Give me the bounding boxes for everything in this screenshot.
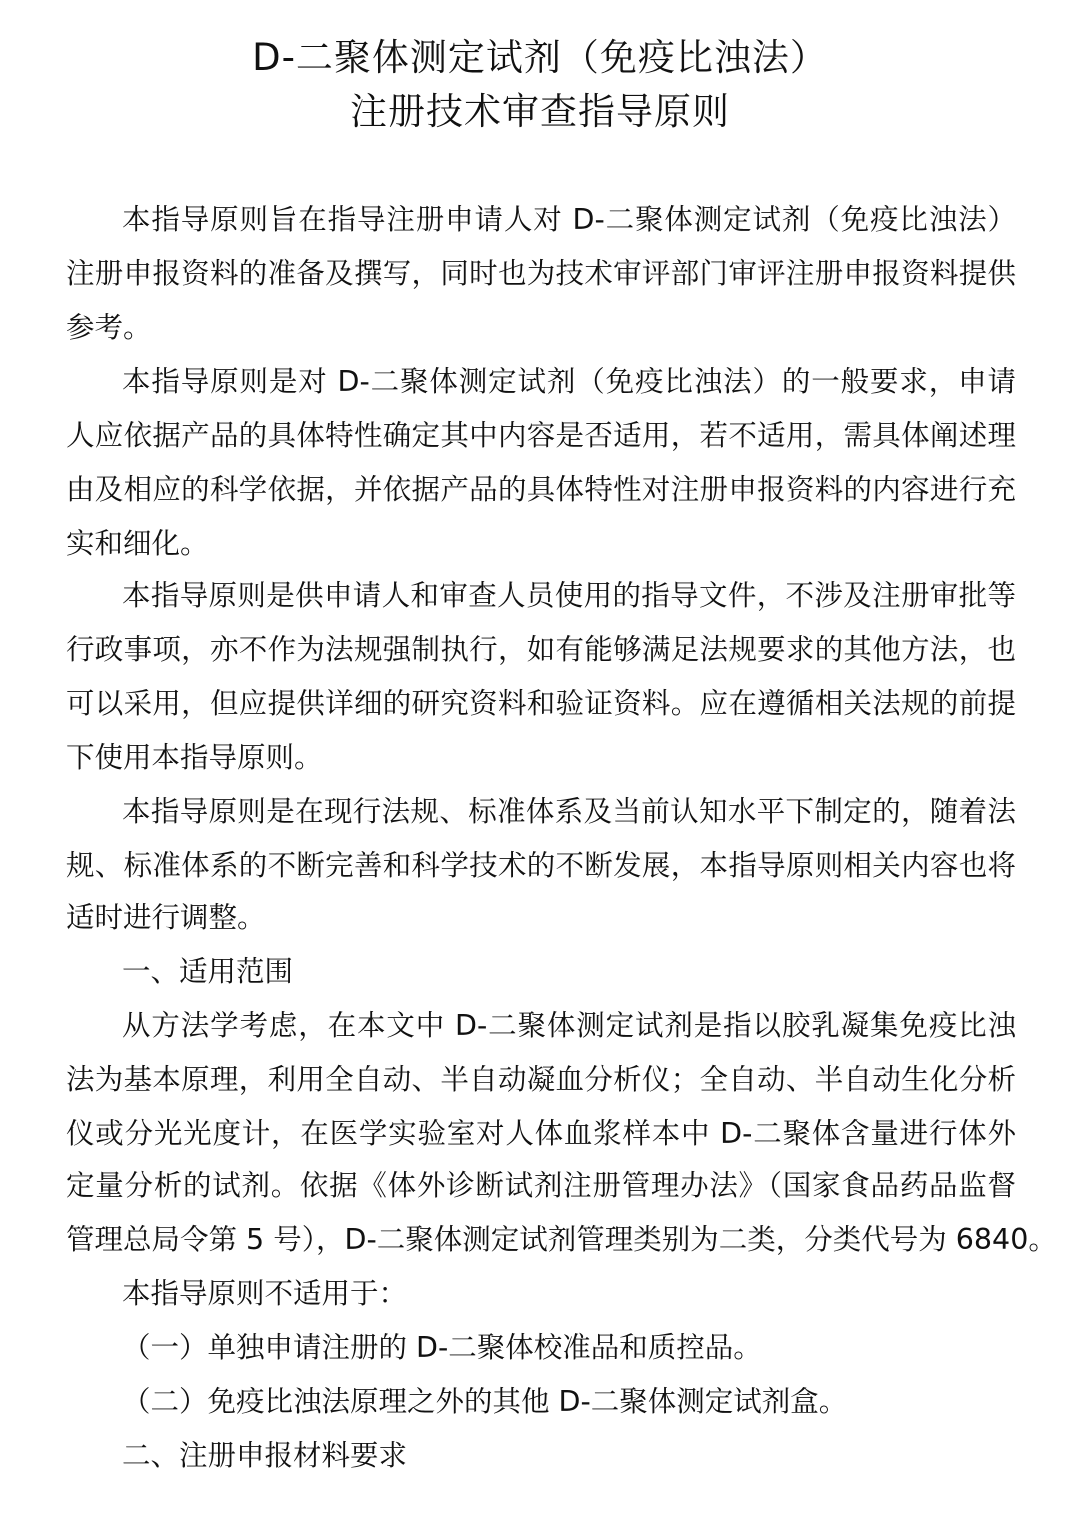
exclusion-intro: 本指导原则不适用于： xyxy=(122,1277,408,1310)
paragraph-4-line-1: 本指导原则是在现行法规、标准体系及当前认知水平下制定的，随着法 xyxy=(122,795,1016,828)
paragraph-5-line-3: 仪或分光光度计，在医学实验室对人体血浆样本中 D-二聚体含量进行体外 xyxy=(66,1117,1016,1150)
paragraph-4-line-2: 规、标准体系的不断完善和科学技术的不断发展，本指导原则相关内容也将 xyxy=(66,849,1016,882)
paragraph-3-line-3: 可以采用，但应提供详细的研究资料和验证资料。应在遵循相关法规的前提 xyxy=(66,687,1016,720)
paragraph-2-line-3: 由及相应的科学依据，并依据产品的具体特性对注册申报资料的内容进行充 xyxy=(66,473,1016,506)
paragraph-1-line-2: 注册申报资料的准备及撰写，同时也为技术审评部门审评注册申报资料提供 xyxy=(66,257,1016,290)
section-heading-scope: 一、适用范围 xyxy=(122,955,294,988)
paragraph-5-line-1: 从方法学考虑，在本文中 D-二聚体测定试剂是指以胶乳凝集免疫比浊 xyxy=(122,1009,1016,1042)
paragraph-3-line-4: 下使用本指导原则。 xyxy=(66,741,323,774)
paragraph-1-line-3: 参考。 xyxy=(66,311,152,344)
paragraph-3-line-2: 行政事项，亦不作为法规强制执行，如有能够满足法规要求的其他方法，也 xyxy=(66,633,1016,666)
paragraph-5-line-4: 定量分析的试剂。依据《体外诊断试剂注册管理办法》（国家食品药品监督 xyxy=(66,1169,1016,1202)
exclusion-item-1: （一）单独申请注册的 D-二聚体校准品和质控品。 xyxy=(122,1331,762,1364)
paragraph-5-line-5: 管理总局令第 5 号），D-二聚体测定试剂管理类别为二类，分类代号为 6840。 xyxy=(66,1223,1057,1256)
paragraph-2-line-2: 人应依据产品的具体特性确定其中内容是否适用，若不适用，需具体阐述理 xyxy=(66,419,1016,452)
paragraph-1-line-1: 本指导原则旨在指导注册申请人对 D-二聚体测定试剂（免疫比浊法） xyxy=(122,203,1016,236)
paragraph-2-line-1: 本指导原则是对 D-二聚体测定试剂（免疫比浊法）的一般要求，申请 xyxy=(122,365,1016,398)
paragraph-5-line-2: 法为基本原理，利用全自动、半自动凝血分析仪；全自动、半自动生化分析 xyxy=(66,1063,1016,1096)
section-heading-requirements: 二、注册申报材料要求 xyxy=(122,1439,408,1472)
paragraph-3-line-1: 本指导原则是供申请人和审查人员使用的指导文件，不涉及注册审批等 xyxy=(122,579,1016,612)
document-title-line-1: D-二聚体测定试剂（免疫比浊法） xyxy=(252,36,828,79)
paragraph-2-line-4: 实和细化。 xyxy=(66,527,209,560)
document-title-line-2: 注册技术审查指导原则 xyxy=(350,90,730,133)
exclusion-item-2: （二）免疫比浊法原理之外的其他 D-二聚体测定试剂盒。 xyxy=(122,1385,848,1418)
paragraph-4-line-3: 适时进行调整。 xyxy=(66,901,266,934)
